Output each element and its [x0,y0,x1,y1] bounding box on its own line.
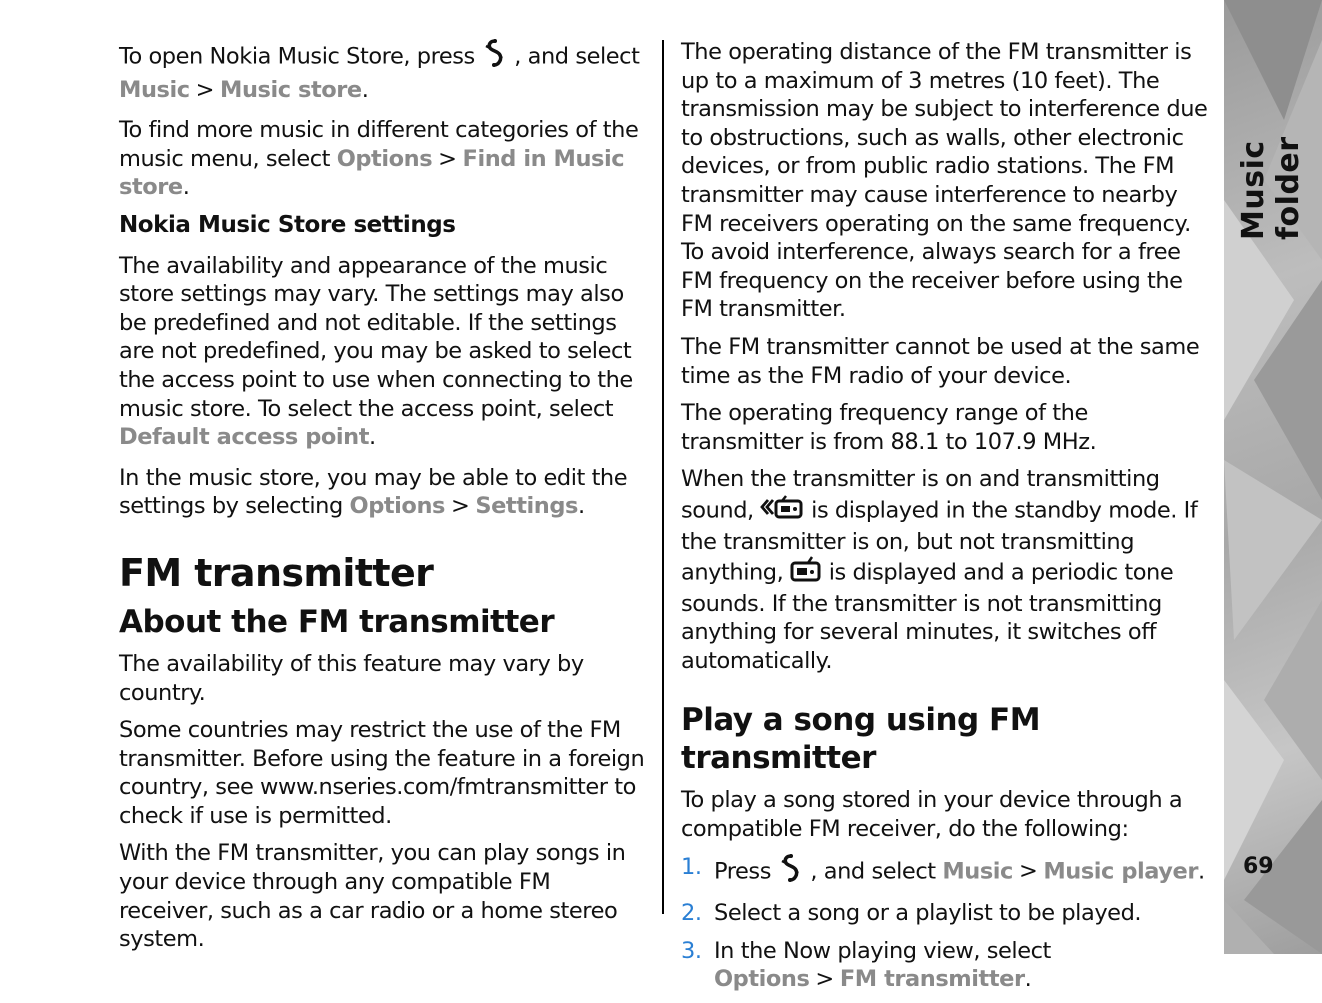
paragraph-play-intro: To play a song stored in your device through a compatible FM receiver, do the following: [681,787,1183,843]
link-music[interactable]: Music [942,857,1013,884]
link-options[interactable]: Options [336,145,433,172]
heading-fm-transmitter: FM transmitter [119,550,434,595]
paragraph-open-store: To open Nokia Music Store, press , and select Music > Music store. [119,38,651,104]
heading-store-settings: Nokia Music Store settings [119,211,456,238]
paragraph-settings-availability: The availability and appearance of the music store settings may vary. The settings may also be predefined and not editable. If the settings are not predefined, you may be asked to select the access point to use when connecting to the music store. To select the access point, select Default access point. [119,252,633,451]
fm-idle-icon [790,556,822,590]
link-find-in-music-store[interactable]: Find in Music store [119,145,625,201]
link-music-player[interactable]: Music player [1043,857,1198,884]
link-default-access-point[interactable]: Default access point [119,424,370,451]
steps-list [681,853,1211,994]
list-item: 2. Select a song or a playlist to be played. [681,900,1142,927]
fm-transmitting-icon [760,494,804,528]
list-item: 3. In the Now playing view, select Options > FM transmitter. [681,937,1051,993]
list-item: 1. Press , and select Music > Music player. [681,853,1211,891]
link-music[interactable]: Music [119,76,190,103]
paragraph-operating-distance: The operating distance of the FM transmitter is up to a maximum of 3 metres (10 feet). The transmission may be subject to interference due to obstructions, such as walls, other electronic devices, or from public radio stations. The FM transmitter may cause interference to nearby FM receivers operating on the same frequency. To avoid interference, always search for a free FM frequency on the receiver before using the FM transmitter. [681,39,1208,323]
link-options[interactable]: Options [714,966,810,993]
paragraph-fm-radio-conflict: The FM transmitter cannot be used at the same time as the FM radio of your device. [681,333,1200,389]
paragraph-status-icons: When the transmitter is on and transmitting sound, is displayed in the standby mode. If the transmitter is on, but not transmitting anything, is displayed and a periodic tone sounds. If the transmitter is not transmitting anything for several minutes, it switches off automatically. [681,466,1198,674]
paragraph-find-music: To find more music in different categories of the music menu, select Options > Find in Music store. [119,117,639,201]
column-divider [662,40,664,914]
link-fm-transmitter[interactable]: FM transmitter [839,966,1025,993]
link-options[interactable]: Options [349,493,445,520]
link-settings[interactable]: Settings [475,493,578,520]
heading-play-song: Play a song using FM transmitter [681,702,1041,777]
paragraph-restrictions: Some countries may restrict the use of the FM transmitter. Before using the feature in a foreign country, see www.nseries.com/fmtransmitter to check if use is permitted. [119,717,645,829]
paragraph-play-songs: With the FM transmitter, you can play songs in your device through any compatible FM receiver, such as a car radio or a home stereo system. [119,840,626,953]
paragraph-availability: The availability of this feature may vary by country. [119,650,584,706]
section-title: Music folder [1236,136,1306,240]
menu-key-icon [778,853,804,891]
paragraph-frequency-range: The operating frequency range of the transmitter is from 88.1 to 107.9 MHz. [681,400,1097,455]
heading-about-fm: About the FM transmitter [119,603,555,640]
right-column [681,38,1211,1003]
page-number: 69 [1243,854,1274,879]
left-column [119,38,651,963]
menu-key-icon [482,38,508,76]
link-music-store[interactable]: Music store [220,76,362,103]
paragraph-edit-settings: In the music store, you may be able to edit the settings by selecting Options > Settings. [119,464,628,520]
